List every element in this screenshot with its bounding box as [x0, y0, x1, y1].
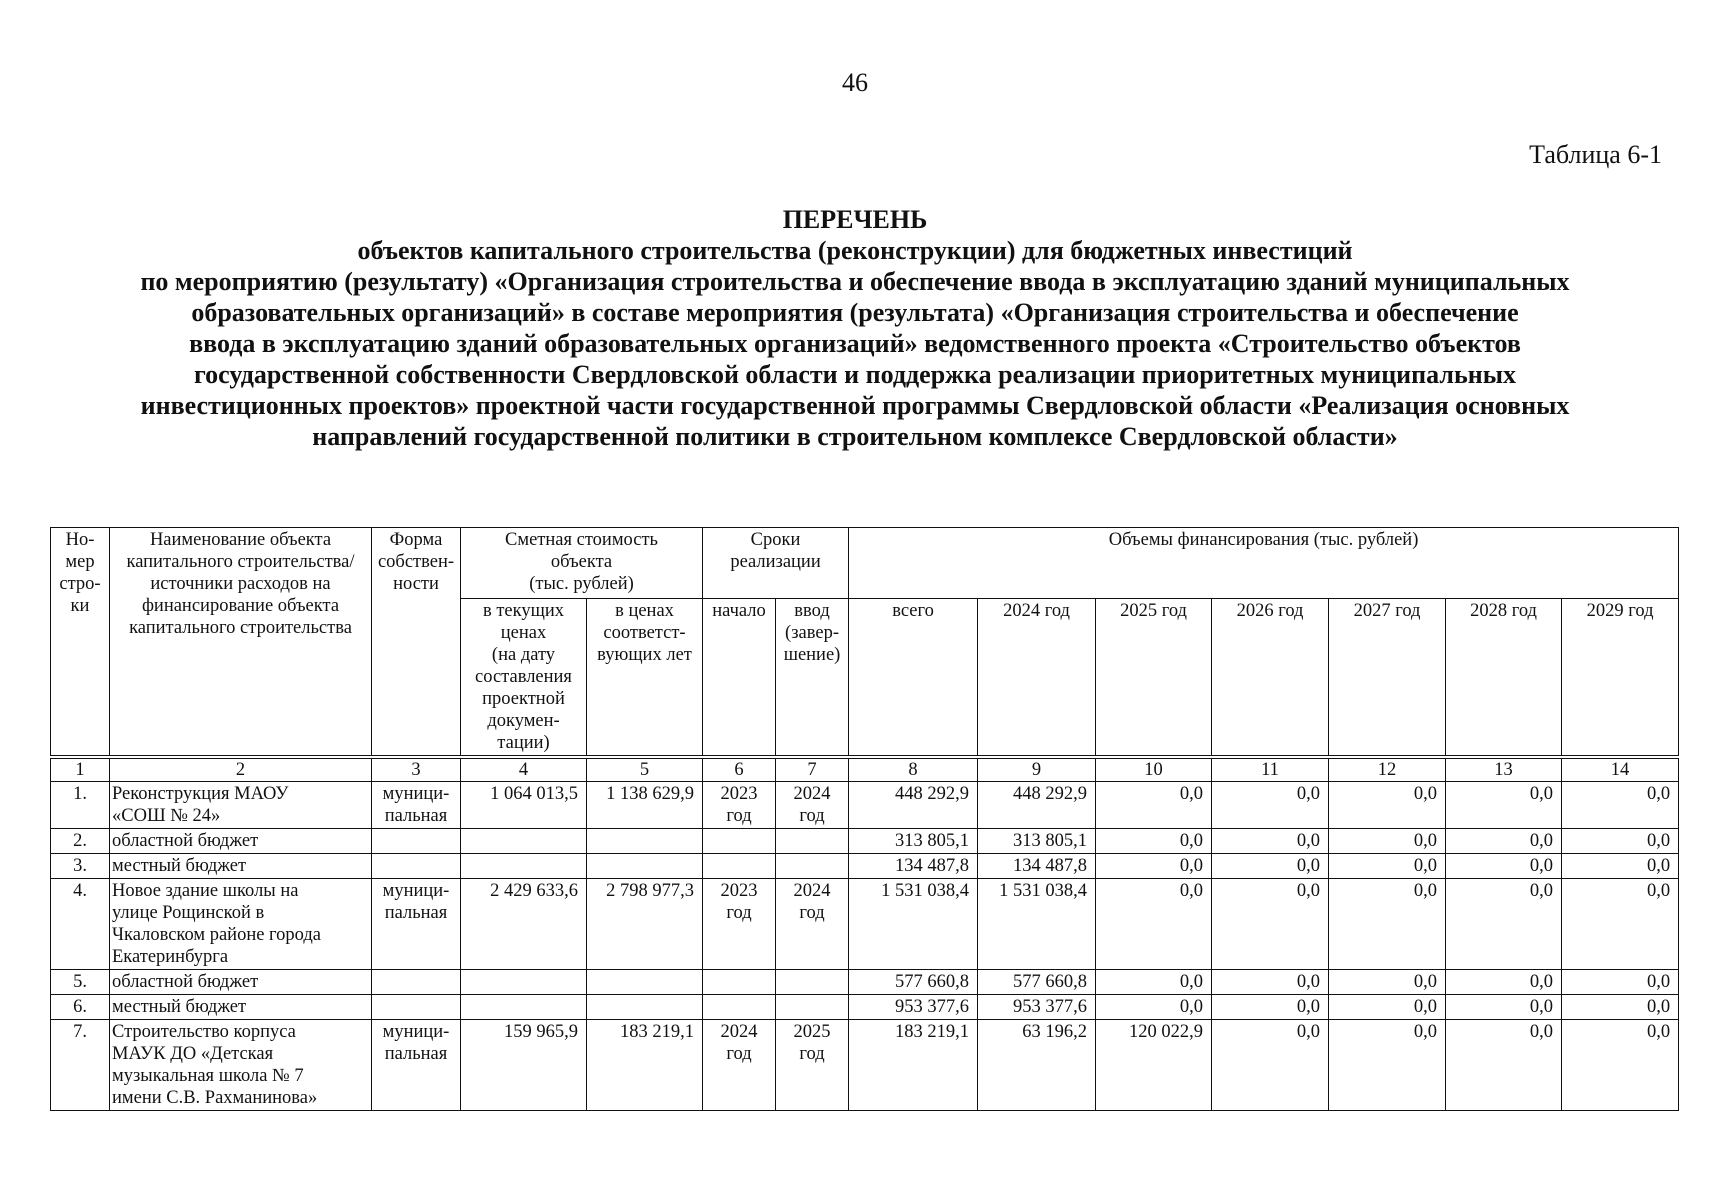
cost-current-cell: 159 965,9 [461, 1020, 587, 1111]
year-2025-cell: 0,0 [1096, 782, 1212, 829]
year-2028-cell: 0,0 [1446, 829, 1562, 854]
table-row [51, 854, 1679, 879]
header-cost-relevant: в ценах соответст- вующих лет [587, 599, 703, 758]
year-2027-cell: 0,0 [1329, 879, 1446, 970]
row-number-cell: 2. [51, 829, 110, 854]
year-2028-cell: 0,0 [1446, 995, 1562, 1020]
column-number: 9 [978, 757, 1096, 782]
column-number: 8 [849, 757, 978, 782]
object-name-cell: областной бюджет [110, 970, 372, 995]
ownership-cell [372, 854, 461, 879]
column-number: 14 [1562, 757, 1679, 782]
header-cost-current: в текущих ценах (на дату составления проектной докумен- тации) [461, 599, 587, 758]
year-2029-cell: 0,0 [1562, 782, 1679, 829]
year-2025-cell: 0,0 [1096, 854, 1212, 879]
header-estimated-cost: Сметная стоимость объекта (тыс. рублей) [461, 528, 703, 599]
heading-line: объектов капитального строительства (реконструкции) для бюджетных инвестиций [357, 236, 1353, 265]
column-number: 3 [372, 757, 461, 782]
document-heading [50, 204, 1660, 452]
heading-line: инвестиционных проектов» проектной части государственной программы Свердловской области «Реализация основных [140, 391, 1570, 420]
cost-relevant-cell [587, 829, 703, 854]
year-2025-cell: 0,0 [1096, 879, 1212, 970]
table-row [51, 879, 1679, 970]
term-start-cell: 2023 год [703, 782, 776, 829]
term-start-cell: 2024 год [703, 1020, 776, 1111]
object-name-cell: Реконструкция МАОУ «СОШ № 24» [110, 782, 372, 829]
term-start-cell [703, 970, 776, 995]
row-number-cell: 5. [51, 970, 110, 995]
header-terms: Сроки реализации [703, 528, 849, 599]
year-2026-cell: 0,0 [1212, 1020, 1329, 1111]
year-2028-cell: 0,0 [1446, 854, 1562, 879]
object-name-cell: Строительство корпуса МАУК ДО «Детская музыкальная школа № 7 имени С.В. Рахманинова» [110, 1020, 372, 1111]
term-end-cell: 2025 год [776, 1020, 849, 1111]
year-2028-cell: 0,0 [1446, 879, 1562, 970]
year-2026-cell: 0,0 [1212, 970, 1329, 995]
column-number: 2 [110, 757, 372, 782]
term-start-cell [703, 854, 776, 879]
header-total: всего [849, 599, 978, 758]
object-name-cell: местный бюджет [110, 995, 372, 1020]
column-number: 13 [1446, 757, 1562, 782]
table-row [51, 829, 1679, 854]
year-2029-cell: 0,0 [1562, 970, 1679, 995]
row-number-cell: 6. [51, 995, 110, 1020]
heading-line: по мероприятию (результату) «Организация строительства и обеспечение ввода в эксплуатацию зданий муниципальных [140, 267, 1570, 296]
cost-relevant-cell [587, 854, 703, 879]
year-2026-cell: 0,0 [1212, 879, 1329, 970]
year-2025-cell: 0,0 [1096, 829, 1212, 854]
table-row [51, 995, 1679, 1020]
year-2024-cell: 63 196,2 [978, 1020, 1096, 1111]
year-2026-cell: 0,0 [1212, 854, 1329, 879]
cost-current-cell [461, 829, 587, 854]
row-number-cell: 7. [51, 1020, 110, 1111]
column-number: 12 [1329, 757, 1446, 782]
ownership-cell [372, 970, 461, 995]
column-number: 1 [51, 757, 110, 782]
header-row-number: Но- мер стро- ки [51, 528, 110, 758]
header-year-2029: 2029 год [1562, 599, 1679, 758]
column-number: 7 [776, 757, 849, 782]
term-end-cell [776, 829, 849, 854]
header-year-2027: 2027 год [1329, 599, 1446, 758]
header-year-2024: 2024 год [978, 599, 1096, 758]
total-cell: 134 487,8 [849, 854, 978, 879]
year-2026-cell: 0,0 [1212, 829, 1329, 854]
ownership-cell [372, 829, 461, 854]
ownership-cell: муници- пальная [372, 1020, 461, 1111]
column-number: 4 [461, 757, 587, 782]
row-number-cell: 3. [51, 854, 110, 879]
year-2027-cell: 0,0 [1329, 782, 1446, 829]
total-cell: 577 660,8 [849, 970, 978, 995]
year-2024-cell: 313 805,1 [978, 829, 1096, 854]
year-2024-cell: 134 487,8 [978, 854, 1096, 879]
header-term-start: начало [703, 599, 776, 758]
ownership-cell: муници- пальная [372, 782, 461, 829]
header-year-2025: 2025 год [1096, 599, 1212, 758]
term-start-cell: 2023 год [703, 879, 776, 970]
cost-relevant-cell: 2 798 977,3 [587, 879, 703, 970]
year-2025-cell: 120 022,9 [1096, 1020, 1212, 1111]
heading-line: направлений государственной политики в строительном комплексе Свердловской области» [312, 422, 1398, 451]
cost-current-cell [461, 995, 587, 1020]
object-name-cell: областной бюджет [110, 829, 372, 854]
header-ownership: Форма собствен- ности [372, 528, 461, 758]
year-2024-cell: 1 531 038,4 [978, 879, 1096, 970]
cost-relevant-cell [587, 970, 703, 995]
year-2026-cell: 0,0 [1212, 782, 1329, 829]
term-start-cell [703, 995, 776, 1020]
year-2027-cell: 0,0 [1329, 995, 1446, 1020]
table-label: Таблица 6-1 [1529, 140, 1662, 169]
cost-relevant-cell: 183 219,1 [587, 1020, 703, 1111]
ownership-cell [372, 995, 461, 1020]
total-cell: 313 805,1 [849, 829, 978, 854]
year-2027-cell: 0,0 [1329, 854, 1446, 879]
year-2029-cell: 0,0 [1562, 854, 1679, 879]
table-row [51, 970, 1679, 995]
object-name-cell: местный бюджет [110, 854, 372, 879]
header-object-name: Наименование объекта капитального строительства/ источники расходов на финансирование объекта капитального строительства [110, 528, 372, 758]
total-cell: 448 292,9 [849, 782, 978, 829]
heading-line: образовательных организаций» в составе мероприятия (результата) «Организация строительства и обеспечение [191, 298, 1519, 327]
cost-current-cell [461, 970, 587, 995]
total-cell: 953 377,6 [849, 995, 978, 1020]
year-2026-cell: 0,0 [1212, 995, 1329, 1020]
cost-relevant-cell [587, 995, 703, 1020]
header-term-end: ввод (завер- шение) [776, 599, 849, 758]
table-body [51, 782, 1679, 1111]
heading-line: ввода в эксплуатацию зданий образовательных организаций» ведомственного проекта «Строительство объектов [189, 329, 1521, 358]
term-start-cell [703, 829, 776, 854]
heading-title: ПЕРЕЧЕНЬ [782, 205, 928, 234]
year-2024-cell: 577 660,8 [978, 970, 1096, 995]
column-number: 5 [587, 757, 703, 782]
year-2029-cell: 0,0 [1562, 879, 1679, 970]
year-2029-cell: 0,0 [1562, 995, 1679, 1020]
term-end-cell [776, 854, 849, 879]
year-2029-cell: 0,0 [1562, 829, 1679, 854]
table-row [51, 1020, 1679, 1111]
header-financing: Объемы финансирования (тыс. рублей) [849, 528, 1679, 599]
heading-line: государственной собственности Свердловской области и поддержка реализации приоритетных муниципальных [194, 360, 1516, 389]
row-number-cell: 1. [51, 782, 110, 829]
year-2024-cell: 953 377,6 [978, 995, 1096, 1020]
term-end-cell [776, 995, 849, 1020]
year-2024-cell: 448 292,9 [978, 782, 1096, 829]
year-2027-cell: 0,0 [1329, 1020, 1446, 1111]
header-year-2026: 2026 год [1212, 599, 1329, 758]
table-row [51, 782, 1679, 829]
year-2028-cell: 0,0 [1446, 782, 1562, 829]
year-2028-cell: 0,0 [1446, 970, 1562, 995]
object-name-cell: Новое здание школы на улице Рощинской в Чкаловском районе города Екатеринбурга [110, 879, 372, 970]
ownership-cell: муници- пальная [372, 879, 461, 970]
column-number-row [51, 757, 1679, 782]
term-end-cell: 2024 год [776, 879, 849, 970]
cost-current-cell: 1 064 013,5 [461, 782, 587, 829]
year-2028-cell: 0,0 [1446, 1020, 1562, 1111]
cost-current-cell [461, 854, 587, 879]
year-2027-cell: 0,0 [1329, 970, 1446, 995]
year-2025-cell: 0,0 [1096, 970, 1212, 995]
column-number: 10 [1096, 757, 1212, 782]
row-number-cell: 4. [51, 879, 110, 970]
cost-relevant-cell: 1 138 629,9 [587, 782, 703, 829]
year-2027-cell: 0,0 [1329, 829, 1446, 854]
header-year-2028: 2028 год [1446, 599, 1562, 758]
term-end-cell [776, 970, 849, 995]
total-cell: 183 219,1 [849, 1020, 978, 1111]
total-cell: 1 531 038,4 [849, 879, 978, 970]
year-2029-cell: 0,0 [1562, 1020, 1679, 1111]
column-number: 6 [703, 757, 776, 782]
term-end-cell: 2024 год [776, 782, 849, 829]
year-2025-cell: 0,0 [1096, 995, 1212, 1020]
column-number: 11 [1212, 757, 1329, 782]
cost-current-cell: 2 429 633,6 [461, 879, 587, 970]
capital-construction-table [50, 527, 1679, 1111]
page-number: 46 [842, 68, 868, 97]
